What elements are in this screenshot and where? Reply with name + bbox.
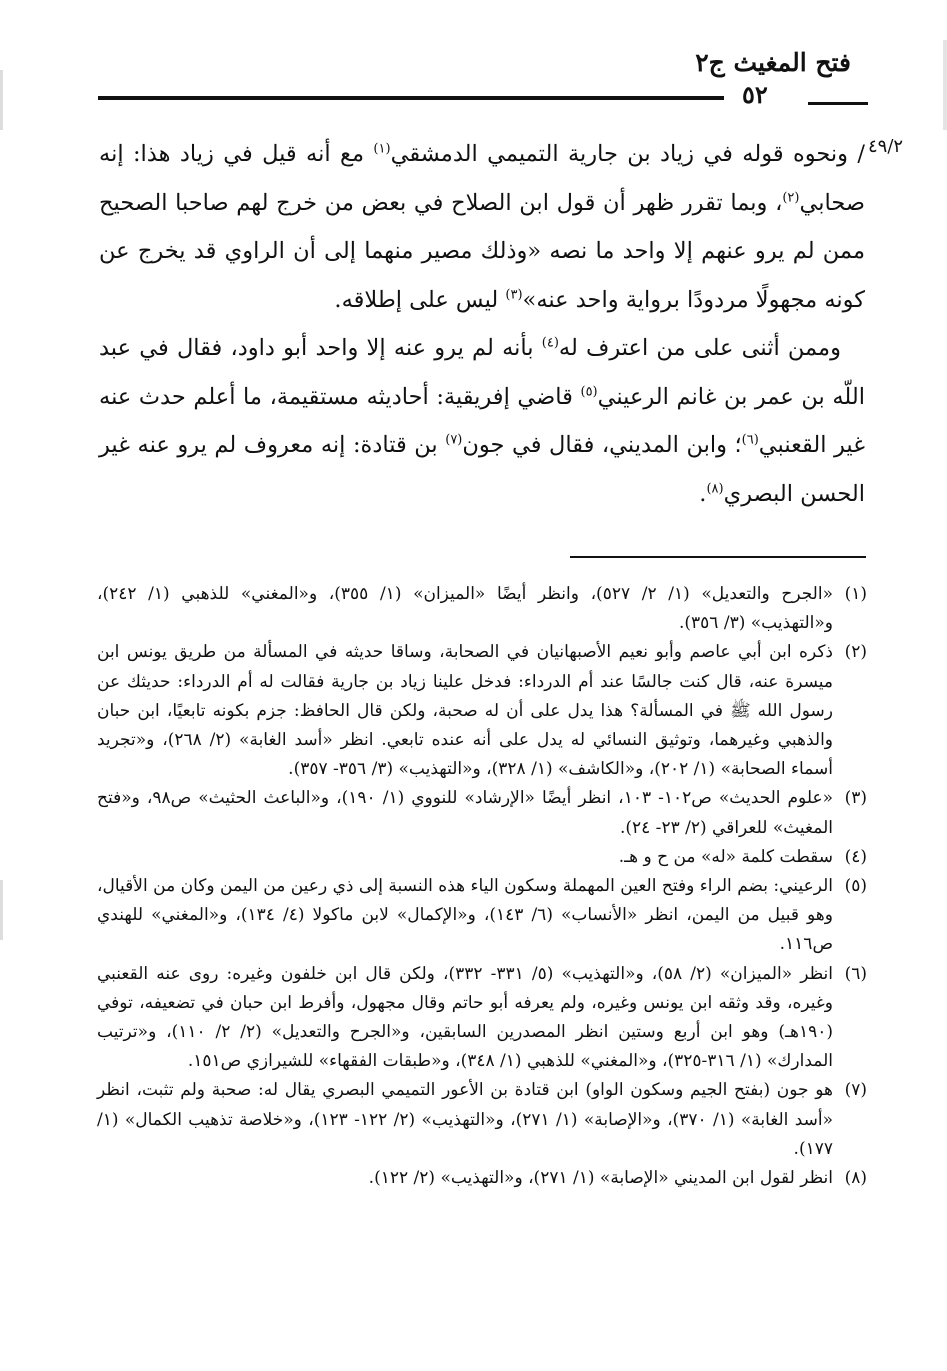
footnote-ref: (٤) xyxy=(541,335,559,351)
paragraph-text: بن قتادة: إنه معروف لم يرو عنه غير الحسن البصري xyxy=(99,432,865,507)
paragraph-text: ، وبما تقرر ظهر أن قول ابن الصلاح في بعض من خرج لهم صاحبا الصحيح ممن لم يرو عنهم إلا واحد ما نصه «وذلك مصير منهما إلى أن الراوي قد يخرج عن كونه مجهولًا مردودًا برواية واحد عنه» xyxy=(99,189,865,313)
footnote-number: (٣) xyxy=(844,788,867,809)
page-number-rule xyxy=(808,102,868,105)
footnote-number: (٨) xyxy=(844,1168,867,1189)
footnote-number: (٦) xyxy=(844,963,867,984)
footnote-7 xyxy=(97,1076,867,1164)
paragraph-text: وممن أثنى على من اعترف له xyxy=(558,335,841,361)
footnote-4 xyxy=(97,843,867,872)
footnote-3 xyxy=(97,784,867,842)
footnote-number: (٥) xyxy=(844,876,867,897)
footnote-number: (٢) xyxy=(844,642,867,663)
footnote-text: انظر لقول ابن المديني «الإصابة» (١/ ٢٧١)، و«التهذيب» (٢/ ١٢٢). xyxy=(368,1168,833,1189)
footnote-ref: (٥) xyxy=(580,384,598,399)
paragraph-text: مع أنه قيل في زياد هذا: إنه صحابي xyxy=(99,141,865,216)
footnote-ref: (٢) xyxy=(782,190,800,205)
footnotes xyxy=(97,580,867,1193)
scan-edge-left xyxy=(0,880,3,940)
footnote-text: «الجرح والتعديل» (١/ ٢/ ٥٢٧)، وانظر أيضًا «الميزان» (١/ ٣٥٥)، و«المغني» للذهبي (١/ ٢٤٢)، و«التهذيب» (٣/ ٣٥٦). xyxy=(97,584,833,634)
footnote-text: ذكره ابن أبي عاصم وأبو نعيم الأصبهانيان في الصحابة، وساقا حديثه في المسألة من طريق يونس ابن ميسرة عنه، قال كنت جالسًا عند أم الدرداء: فدخل علينا زياد بن جارية فقالت له أم الدرداء: حديثك عن رسول الله ﷺ في المسألة؟ هذا يدل على أن له صحبة، ولكن قال الحافظ: جزم بكونه تابعيًا، ابن حبان والذهبي وغيرهما، وتوثيق النسائي له يدل على أنه عنده تابعي. انظر «أسد الغابة» (٢/ ٢٦٨)، و«تجريد أسماء الصحابة» (١/ ٢٠٢)، و«الكاشف» (١/ ٣٢٨)، و«التهذيب» (٣/ ٣٥٦- ٣٥٧). xyxy=(97,642,833,780)
margin-reference: ٤٩/٢ xyxy=(868,136,904,157)
footnote-ref: (٧) xyxy=(445,432,463,448)
paragraph-text: ؛ وابن المديني، فقال في جون xyxy=(462,432,742,458)
footnote-text: الرعيني: بضم الراء وفتح العين المهملة وسكون الياء هذه النسبة إلى ذي رعين من اليمن وكان من الأقيال، وهو قبيل من اليمن، انظر «الأنساب» (٦/ ١٤٣)، و«الإكمال» لابن ماكولا (٤/ ١٣٤)، و«المغني» للهندي ص١١٦. xyxy=(97,876,833,955)
footnote-number: (١) xyxy=(844,584,867,604)
footnote-ref: (٨) xyxy=(706,481,724,496)
running-header-title: فتح المغيث ج٢ xyxy=(695,48,851,77)
paragraph-2 xyxy=(99,324,865,518)
footnote-separator xyxy=(570,556,866,558)
paragraph-text: . xyxy=(699,480,707,507)
paragraph-text: / ونحوه قوله في زياد بن جارية التميمي الدمشقي xyxy=(390,141,865,167)
footnote-number: (٧) xyxy=(844,1080,867,1101)
footnote-text: «علوم الحديث» ص١٠٢- ١٠٣، انظر أيضًا «الإرشاد» للنووي (١/ ١٩٠)، و«الباعث الحثيث» ص٩٨، و«فتح المغيث» للعراقي (٢/ ٢٣- ٢٤). xyxy=(97,788,833,838)
footnote-ref: (١) xyxy=(373,141,391,157)
scan-edge-left xyxy=(0,70,3,130)
footnote-5 xyxy=(97,872,867,960)
footnote-6 xyxy=(97,960,867,1077)
footnote-1 xyxy=(97,580,867,638)
paragraph-text: ليس على إطلاقه. xyxy=(334,286,506,313)
footnote-text: سقطت كلمة «له» من ح و هـ. xyxy=(618,846,833,867)
header-rule xyxy=(98,96,724,100)
footnote-number: (٤) xyxy=(844,846,867,867)
footnote-text: هو جون (بفتح الجيم وسكون الواو) ابن قتادة بن الأعور التميمي البصري يقال له: صحبة ولم تثبت، انظر «أسد الغابة» (١/ ٣٧٠)، و«الإصابة» (١/ ٢٧١)، و«التهذيب» (٢/ ١٢٢- ١٢٣)، و«خلاصة تذهيب الكمال» (١/ ١٧٧). xyxy=(97,1080,834,1159)
page-number: ٥٢ xyxy=(742,80,768,109)
paragraph-text: قاضي إفريقية: أحاديثه مستقيمة، ما أعلم حدث عنه غير القعنبي xyxy=(99,383,865,458)
footnote-8 xyxy=(97,1164,867,1193)
footnote-2 xyxy=(97,638,867,784)
footnote-text: انظر «الميزان» (٢/ ٥٨)، و«التهذيب» (٥/ ٣٣١- ٣٣٢)، ولكن قال ابن خلفون وغيره: روى عنه القعنبي وغيره، وقد وثقه ابن يونس وغيره، ولم يعرفه أبو حاتم وقال مجهول، وأفرط ابن حبان في تضعيفه، توفي (١٩٠هـ) وهو ابن أربع وستين انظر المصدرين السابقين، و«الجرح والتعديل» (٢/ ٢/ ١١٠)، و«ترتيب المدارك» (١/ ٣١٦-٣٢٥)، و«المغني» للذهبي (١/ ٣٤٨)، و«طبقات الفقهاء» للشيرازي ص١٥١. xyxy=(97,963,833,1072)
main-text xyxy=(99,130,865,518)
scan-edge-right xyxy=(943,40,947,130)
footnote-ref: (٦) xyxy=(741,432,759,448)
paragraph-1 xyxy=(99,130,865,324)
footnote-ref: (٣) xyxy=(505,287,523,302)
paragraph-text: بأنه لم يرو عنه إلا واحد أبو داود، فقال في عبد اللّه بن عمر بن غانم الرعيني xyxy=(99,335,865,410)
